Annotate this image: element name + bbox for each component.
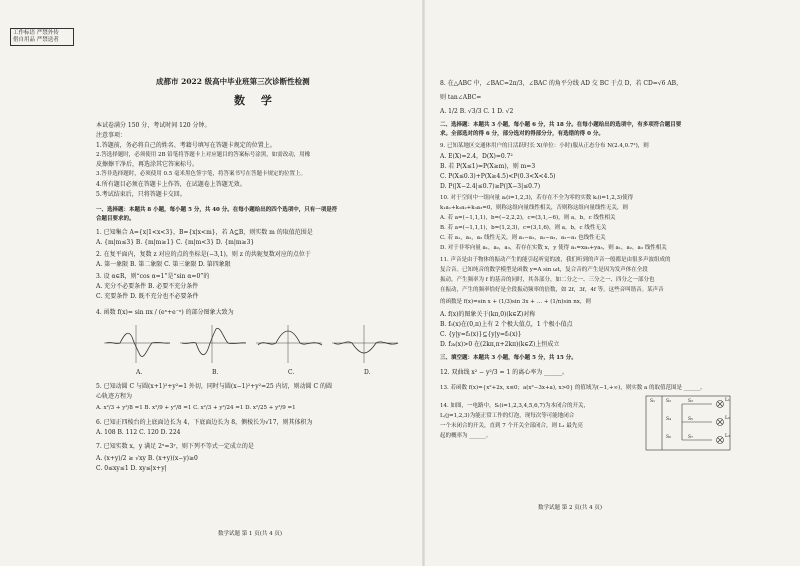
question-line: A. (x+y)/2 ≥ √xy B. (x+y)(x−y)≥0 [96, 455, 198, 462]
question-line: 的函数是 f(x)=sin x + (1/3)sin 3x + … + (1/n)sin nx，则 [440, 299, 591, 305]
graph-a [104, 325, 170, 363]
intro-line: 本试卷满分 150 分，考试时间 120 分钟。 [96, 122, 211, 129]
intro-line: 3.答非选择题时，必须使用 0.5 毫米黑色签字笔，将答案书写在答题卡规定的位置上。 [96, 171, 306, 177]
graph-d [332, 325, 398, 363]
question-line: 10. 对于空间中一组向量 aᵢ(i=1,2,3)，若存在不全为零的实数 kᵢ(i=1,2,3)使得 [440, 195, 634, 201]
question-line: 起的概率为 ______。 [440, 433, 492, 439]
graph-c [256, 325, 322, 363]
question-line: A. 第一象限 B. 第二象限 C. 第三象限 D. 第四象限 [96, 261, 231, 268]
question-line: A. x²/3 + y²/8 =1 B. x²/9 + y²/8 =1 C. x²/3 + y²/24 =1 D. x²/25 + y²/9 =1 [96, 405, 296, 411]
intro-line: 注意事项： [96, 132, 127, 139]
question-line: B. f₅(x)在(0,π)上有 2 个极大值点，1 个极小值点 [440, 321, 573, 328]
circuit-label: L₃ [725, 434, 730, 439]
question-line: 在振动，产生的频率恰好是全段振动频率的倍数，如 2f，3f，4f 等。这些音叫谐音。某声音 [440, 287, 664, 293]
question-line: 7. 已知实数 x，y 满足 2ˣ=3ʸ，则下列不等式一定成立的是 [96, 443, 254, 450]
right-page [440, 18, 752, 548]
question-line: 13. 若函数 f(x)={x²+2x, x≤0；a(x²−3x+a), x>0} 的值域为(−1,+∞)，则实数 a 的取值范围是 ______。 [440, 385, 706, 391]
graph-label: B. [212, 369, 219, 376]
circuit-label: S₆ [666, 435, 671, 440]
intro-line: 5.考试结束后，只将答题卡交回。 [96, 191, 186, 198]
question-line: A. 1/2 B. √3/3 C. 1 D. √2 [440, 108, 514, 115]
question-line: 4. 函数 f(x)= sin πx / (eˣ+e⁻ˣ) 的部分图象大致为 [96, 309, 234, 316]
question-line: B. 若 P(X≤1)=P(X≥m)，则 m=3 [440, 163, 536, 170]
exam-title: 成都市 2022 级高中毕业班第三次诊断性检测 [156, 77, 310, 86]
stamp-line: 借自用品 严禁送者 [13, 37, 59, 43]
question-line: 1. 已知集合 A={x|1<x<3}，B={x|x<m}，若 A⊆B，则实数 m 的取值范围是 [96, 229, 313, 236]
question-line: A. 充分不必要条件 B. 必要不充分条件 [96, 283, 199, 290]
intro-line: 4.所有题目必须在答题卡上作答，在试题卷上答题无效。 [96, 181, 246, 188]
circuit-diagram [642, 392, 734, 454]
question-line: D. P(|X−2.4|≤0.7)≥P(|X−3|≤0.7) [440, 183, 541, 190]
section-heading: 三、填空题：本题共 3 小题，每小题 5 分，共 15 分。 [440, 355, 577, 361]
question-line: 振动，产生频率为 f 的基音的同时，其各部分，如二分之一、三分之一、四分之一部分也 [440, 277, 655, 283]
graph-b [180, 325, 246, 363]
question-line: 复合音。已知纯音的数学模型是函数 y=A sin ωt，复合音的产生是因为发声体在全段 [440, 267, 648, 273]
question-line: 一个未闭合的开关，直到 7 个开关全部闭合，则 L₁ 最先亮 [440, 423, 583, 429]
question-line: A. E(X)=2.4，D(X)=0.7² [440, 153, 513, 160]
page-footer: 数学试题 第 1 页(共 4 页) [218, 531, 283, 537]
question-line: C. P(X≤0.3)+P(X≥4.5)<P(0.3<X<4.5) [440, 173, 556, 180]
question-line: 3. 设 α∈R，则“cos α=1”是“sin α=0”的 [96, 273, 210, 280]
circuit-label: S₄ [666, 417, 671, 422]
graph-label: C. [288, 369, 295, 376]
question-line: A. 若 a=(−1,1,1)，b=(−2,2,2)，c=(3,1,−6)，则 a，b，c 线性相关 [440, 215, 616, 221]
graph-label: D. [364, 369, 371, 376]
question-line: A. 108 B. 112 C. 120 D. 224 [96, 429, 181, 436]
section-heading: 二、选择题：本题共 3 小题，每小题 6 分，共 18 分。在每小题给出的选项中，有多项符合题目要 [440, 122, 682, 128]
question-line: A. f(x)的图象关于(kπ,0)(k∈Z)对称 [440, 311, 536, 318]
question-line: C. {y|y=f₃(x)}⊆{y|y=f₅(x)} [440, 331, 522, 338]
question-line: C. 若 a₁，a₂，a₃ 线性无关，则 a₁−a₂，a₂−a₃，a₃−a₁ 也线性无关 [440, 235, 606, 241]
section-heading: 求。全部选对的得 6 分，部分选对的得部分分，有选错的得 0 分。 [440, 131, 604, 137]
question-line: 9. 已知某地区交通体用户的日活跃时长 X(单位：小时)服从正态分布 N(2.4,0.7²)，则 [440, 143, 649, 149]
circuit-label: L₂ [725, 416, 730, 421]
question-line: A. {m|m≤3} B. {m|m≥1} C. {m|m<3} D. {m|m≥3} [96, 239, 255, 246]
question-line: 5. 已知动圆 C 与圆(x+1)²+y²=1 外切，同时与圆(x−1)²+y²=25 内切，则动圆 C 的圆 [96, 383, 333, 390]
circuit-label: S₅ [688, 417, 693, 422]
question-line: k₁a₁+k₂a₂+k₃a₃=0，则称这组向量线性相关，否则称这组向量线性无关，则 [440, 205, 628, 211]
question-line: B. 若 a=(−1,1,1)，b=(1,2,3)，c=(3,1,6)，则 a，b，c 线性无关 [440, 225, 607, 231]
stamp-box [10, 28, 74, 46]
section-heading: 合题目要求的。 [96, 216, 135, 222]
intro-line: 皮擦擦干净后，再选涂其它答案标号。 [96, 161, 199, 168]
question-line: C. 0≤xy≤1 D. xy≤|x+y| [96, 465, 167, 472]
circuit-label: S₃ [688, 399, 693, 404]
left-page [96, 18, 408, 548]
q4-graphs [100, 321, 400, 367]
circuit-label: S₇ [688, 435, 693, 440]
question-line: Lⱼ(j=1,2,3)为能正常工作的灯泡，现每次等可能地闭合 [440, 413, 575, 419]
subject-title: 数 学 [234, 94, 278, 107]
question-line: D. 对于非零向量 a₁，a₂，a₃，若存在实数 x，y 使得 a₁=xa₂+ya₃，则 a₁，a₂，a₃ 线性相关 [440, 245, 667, 251]
question-line: C. 充要条件 D. 既不充分也不必要条件 [96, 293, 199, 300]
question-line: 11. 声音是由于物体的振动产生的能引起听觉的波，我们听到的声音一般都是由很多声波组成的 [440, 257, 671, 263]
section-heading: 一、选择题：本题共 8 小题，每小题 5 分，共 40 分。在每小题给出的四个选项中，只有一项是符 [96, 207, 338, 213]
question-line: 2. 在复平面内，复数 z 对应的点的坐标是(−3,1)，则 z 的共轭复数对应的点位于 [96, 251, 311, 258]
question-line: D. f₂ₖ(x)>0 在(2kπ,π+2kπ)(k∈Z)上恒成立 [440, 341, 560, 348]
circuit-label: L₁ [725, 398, 730, 403]
question-line: 则 tan∠ABC= [440, 94, 482, 101]
question-line: 心轨迹方程为 [96, 393, 133, 400]
intro-line: 1.答题前，务必将自己的姓名、考籍号填写在答题卡规定的位置上。 [96, 142, 276, 149]
question-line: 12. 双曲线 x² − y²/3 = 1 的离心率为 ______。 [440, 369, 569, 376]
page-footer: 数学试题 第 2 页(共 4 页) [538, 505, 603, 511]
page-fold [422, 0, 425, 566]
intro-line: 2.答选择题时，必须使用 2B 铅笔将答题卡上对应题目的答案标号涂黑，如需改动，用橡 [96, 152, 311, 158]
graph-label: A. [136, 369, 143, 376]
circuit-label: S₁ [650, 399, 655, 404]
question-line: 8. 在△ABC 中，∠BAC=2π/3，∠BAC 的角平分线 AD 交 BC 于点 D，若 CD=√6 AB， [440, 80, 683, 87]
question-line: 14. 如图，一电路中，Sᵢ(i=1,2,3,4,5,6,7)为本闭合的开关， [440, 403, 590, 409]
circuit-label: S₂ [666, 399, 671, 404]
question-line: 6. 已知正四棱台的上底面边长为 4，下底面边长为 8，侧棱长为√17，则其体积为 [96, 419, 313, 426]
stamp-line: 工作标语 严禁外传 [13, 30, 59, 36]
